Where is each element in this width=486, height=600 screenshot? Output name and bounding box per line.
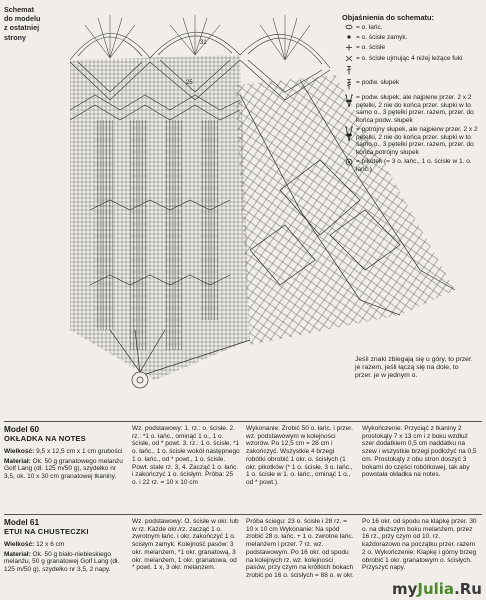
model61-material [4,551,124,574]
diagram-note: Jeśli znaki zbiegają się u góry, to przer. je razem, jeśli łączą się na dole, to przer. je w jednym o. [355,356,473,380]
model61-title: Model 61 [4,518,40,527]
legend-item [342,66,482,78]
dc-two-together-symbol-icon [342,94,356,111]
half-double-symbol-icon [342,66,356,78]
model60-subtitle: OKŁADKA NA NOTES [4,434,86,443]
model61-column-4: Po 16 okr. od spodu na klapkę przer. 30 o. na dłuższym boku melanżem, przez 16 rz., przy czym od 10. rz. każdorazowo na początku przer. razem 2 o. Wykończenie: Klapkę i górny brzeg obrobić 1 okr. granatowym o. ścisłych. Przyszyć napy. [362,518,477,572]
model60-column-3: Wykonanie: Zrobić 50 o. łańc. i przer. wz. podstawowym w kolejności wzorów. Po 12,5 cm = 28 cm i zakończyć. Wszystkie 4 brzegi robótki obrobić 1 okr. o. ścisłych (1 okr. pikotków (* 1 o. ścisłe, 3 o. łańc., 1 o. ścisłe w 1. o. łańc., ominąć 1 o., od * powt.). [246,425,353,486]
watermark-logo [392,580,482,598]
legend-item-text: = potrójny słupek, ale najpierw przer. 2 x 2 pętelki, 2 nie do końca przer. słupki w to samo o., 3 pętelki przer. razem, przer. do końca potrójny słupek [356,126,478,156]
legend-item-text: = podw. słupek [356,79,400,87]
legend-item-text: = podw. słupek, ale najpierw przer. 2 x 2 pętelki, 2 nie do końca przer. słupki w to samo o., 3 pętelki przer. razem, przer. do końca podw. słupek [356,94,474,124]
schema-label-line: do modelu [4,14,41,24]
model60-size-value: 9,5 x 12,5 cm x 1 cm grubości [34,448,123,455]
legend-item [342,79,482,93]
schema-label-line: strony [4,32,26,42]
row-number-31: 31 [200,40,207,46]
legend-item [342,158,482,173]
legend-item-text: = o. ścisłe ujmując 4 niżej leżące fuki [356,54,463,62]
row-number-25: 25 [186,80,193,86]
model61-material-value: Ok. 50 g biało-niebieskiego melanżu, 50 g granatowej Golf Lang (dł. 125 m/50 g), szydełko nr 3,5, 2 napy. [4,550,120,574]
divider [4,514,482,515]
model60-material [4,458,124,481]
schema-label [4,5,64,42]
watermark-green: Julia [417,580,455,598]
legend-item-text: = o. ścisłe zamyk. [356,33,408,41]
picot-symbol-icon [342,158,356,169]
legend-item-text: = o. ścisłe [356,43,386,51]
legend-item [342,44,482,54]
legend-item [342,55,482,65]
watermark-suffix: .Ru [454,580,482,598]
legend-item [342,94,482,124]
watermark-prefix: my [391,580,418,598]
model61-column-2: Wz. podstawowy: O. ścisłe w okr. lub w rz. Każde okr./rz. zacząć 1 o. zwrotnym łańc. i okr. zakończyć 1 o. ścisłym zamyk. Kolejność pasów: 3 okr. melanżem, *1 okr. granatową, 3 okr. melanżem, 1 okr. granatowa, od * powt. 1 x, 3 okr. melanżem. [132,518,239,572]
diagram-scallop-spokes [85,15,310,60]
model61-size [4,541,124,549]
model61-size-label: Wielkość: [4,541,35,548]
sc-back-loop-symbol-icon [342,55,356,65]
model60-material-label: Materiał: [4,457,31,465]
slip-stitch-symbol-icon [342,34,356,43]
legend-item [342,34,482,43]
model60-column-2: Wz. podstawowy: 1. rz.: o. ścisłe. 2. rz.: *1 o. łańc., ominąć 1 o., 1 o. ścisłe, od * powt. 3. rz.: 1 o. ścisłe, *1 o. łańc., 1 o. ścisłe wokół następnego 1 o. łańc., od * powt., 1 o. ścisłe. Powt. stale rz. 3, 4. Zacząć 1 o. łańc. i zakończyć 1 o. ścisłym. Próba: 25 o. i 22 rz. = 10 x 10 cm [132,425,240,486]
model60-material-value: Ok. 50 g granatowego melanżu Golf Lang (dł. 125 m/50 g), szydełko nr 3,5, ok. 10 x 30 cm granatowej tkaniny. [4,457,123,481]
model60-column-4: Wykończenie: Przyciąć z tkaniny 2 prostokąty 7 x 13 cm i z boku wzdłuż szer dodatkiem 0,5 cm naddatku na szew i wszystkie brzegi podłożyć na 0,5 cm. Prostokąty z obu stron doszyć 3 bokami do części robótkowej, tak aby powstała okładka na notes. [362,425,477,479]
model61-column-1 [4,518,124,574]
legend-item [342,24,482,33]
schema-label-line: Schemat [4,5,34,14]
schema-label-line: z ostatniej [4,23,40,33]
divider [4,421,482,422]
model60-title: Model 60 [4,425,40,434]
legend-item-text: = pikotek (= 3 o. łańc., 1 o. ścisłe w 1. o. łańc.) [356,157,472,173]
triple-crochet-symbol-icon [342,126,356,145]
model61-subtitle: ETUI NA CHUSTECZKI [4,527,89,536]
model61-size-value: 12 x 6 cm [34,541,65,548]
double-crochet-symbol-icon [342,79,356,93]
chain-stitch-symbol-icon [342,24,356,33]
model61-column-3: Próba ściegu: 23 o. ścisłe i 28 rz. = 10 x 10 cm Wykonanie: Na spód zrobić 28 o. łańc. + 1 o. zwrotne łańc. melanżem i przer. 7 rz. wz. podstawowym. Po 16 okr. od spodu na kolejnych rz. wz. kolejności pasów, przy czym na krótkich bokach zrobić po 16 o. ścisłych = 88 o. w okr. [246,518,354,579]
model61-material-label: Materiał: [4,550,31,558]
model60-column-1 [4,425,124,481]
legend [342,14,482,175]
model60-size-label: Wielkość: [4,448,35,455]
legend-item [342,126,482,156]
model60-size [4,448,124,456]
legend-item-text: = o. łańc. [356,23,383,31]
legend-title: Objaśnienia do schematu: [342,13,434,22]
single-crochet-symbol-icon [342,44,356,54]
